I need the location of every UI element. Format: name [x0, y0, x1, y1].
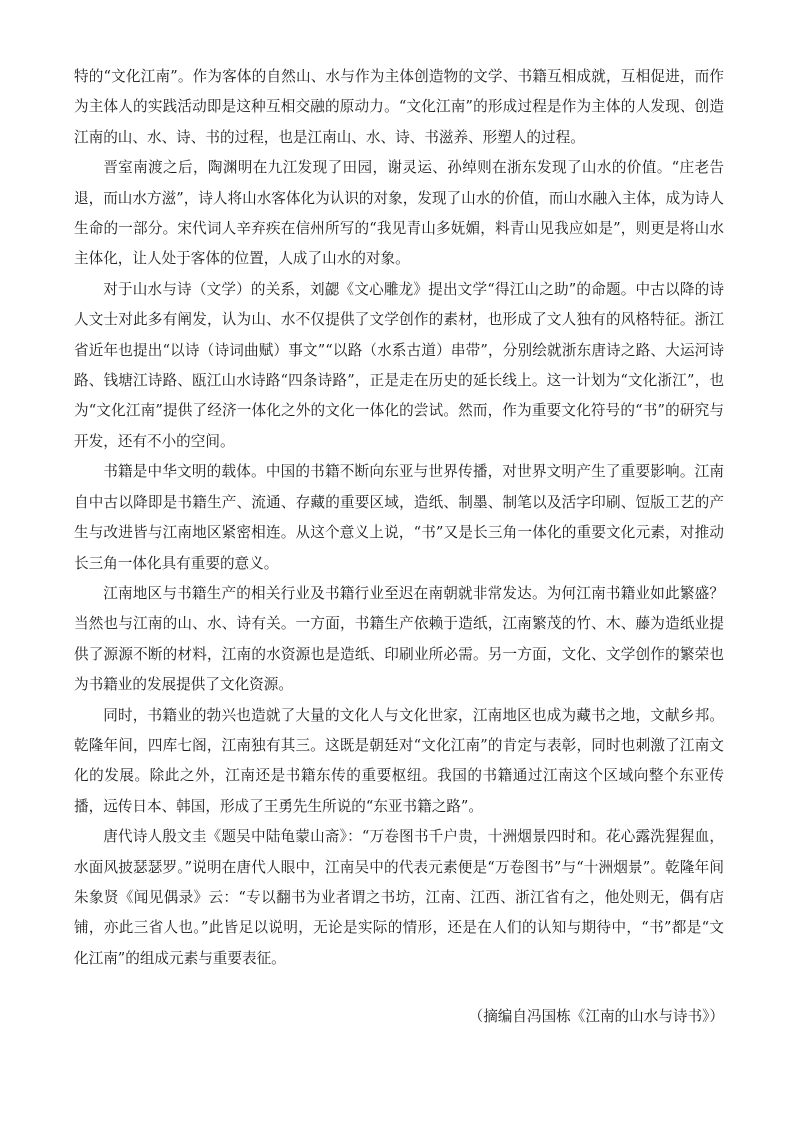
- paragraph-7: 唐代诗人殷文圭《题吴中陆龟蒙山斋》：“万卷图书千户贵，十洲烟景四时和。花心露洗猩猩血，水面风披瑟瑟罗。”说明在唐代人眼中，江南吴中的代表元素便是“万卷图书”与“十洲烟景”。乾隆年间朱象贤《闻见偶录》云：“专以翻书为业者谓之书坊，江南、江西、浙江省有之，他处则无，偶有店铺，亦此三省人也。”此皆足以说明，无论是实际的情形，还是在人们的认知与期待中，“书”都是“文化江南”的组成元素与重要表征。: [74, 828, 724, 967]
- paragraph-4: 书籍是中华文明的载体。中国的书籍不断向东亚与世界传播，对世界文明产生了重要影响。江南自中古以降即是书籍生产、流通、存藏的重要区域，造纸、制墨、制笔以及活字印刷、饾版工艺的产生与改进皆与江南地区紧密相连。从这个意义上说，“书”又是长三角一体化的重要文化元素，对推动长三角一体化具有重要的意义。: [74, 463, 724, 572]
- paragraph-1: 特的“文化江南”。作为客体的自然山、水与作为主体创造物的文学、书籍互相成就，互相促进，而作为主体人的实践活动即是这种互相交融的原动力。“文化江南”的形成过程是作为主体的人发现、创造江南的山、水、诗、书的过程，也是江南山、水、诗、书滋养、形塑人的过程。: [74, 68, 724, 146]
- paragraph-6: 同时，书籍业的勃兴也造就了大量的文化人与文化世家，江南地区也成为藏书之地，文献乡邦。乾隆年间，四库七阁，江南独有其三。这既是朝廷对“文化江南”的肯定与表彰，同时也刺激了江南文化的发展。除此之外，江南还是书籍东传的重要枢纽。我国的书籍通过江南这个区域向整个东亚传播，远传日本、韩国，形成了王勇先生所说的“东亚书籍之路”。: [74, 706, 724, 815]
- article-body: [74, 62, 724, 974]
- paragraph-3: 对于山水与诗（文学）的关系，刘勰《文心雕龙》提出文学“得江山之助”的命题。中古以降的诗人文士对此多有阐发，认为山、水不仅提供了文学创作的素材，也形成了文人独有的风格特征。浙江省近年也提出“以诗（诗词曲赋）事文”“以路（水系古道）串带”，分别绘就浙东唐诗之路、大运河诗路、钱塘江诗路、瓯江山水诗路“四条诗路”，正是走在历史的延长线上。这一计划为“文化浙江”，也为“文化江南”提供了经济一体化之外的文化一体化的尝试。然而，作为重要文化符号的“书”的研究与开发，还有不小的空间。: [74, 280, 724, 450]
- paragraph-2: 晋室南渡之后，陶渊明在九江发现了田园，谢灵运、孙绰则在浙东发现了山水的价值。“庄老告退，而山水方滋”，诗人将山水客体化为认识的对象，发现了山水的价值，而山水融入主体，成为诗人生命的一部分。宋代词人辛弃疾在信州所写的“我见青山多妩媚，料青山见我应如是”，则更是将山水主体化，让人处于客体的位置，人成了山水的对象。: [74, 159, 724, 268]
- source-citation: （摘编自冯国栋《江南的山水与诗书》）: [468, 1008, 724, 1025]
- paragraph-5: 江南地区与书籍生产的相关行业及书籍行业至迟在南朝就非常发达。为何江南书籍业如此繁盛？当然也与江南的山、水、诗有关。一方面，书籍生产依赖于造纸，江南繁茂的竹、木、藤为造纸业提供了源源不断的材料，江南的水资源也是造纸、印刷业所必需。另一方面，文化、文学创作的繁荣也为书籍业的发展提供了文化资源。: [74, 584, 724, 694]
